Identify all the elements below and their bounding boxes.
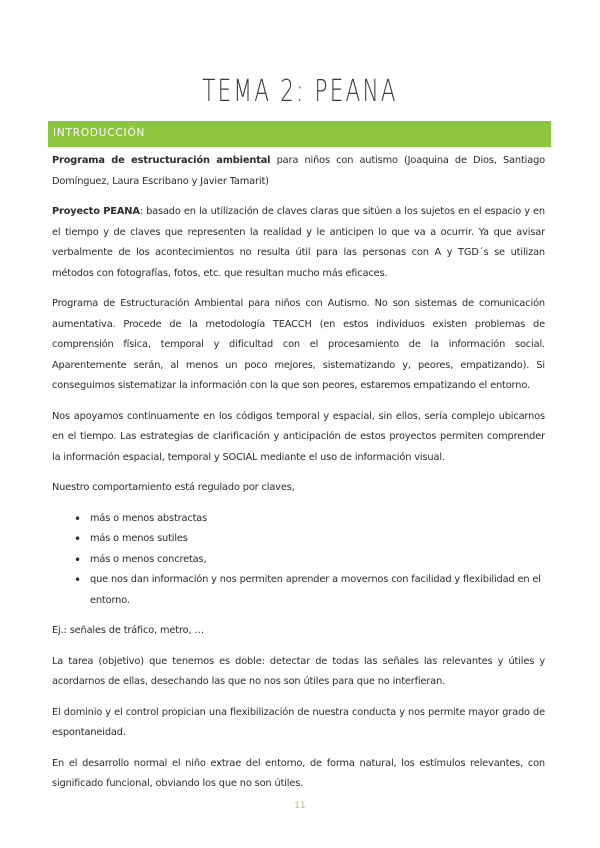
page-number: 11 bbox=[294, 801, 306, 811]
document-body bbox=[52, 151, 545, 805]
program-name-bold: Programa de estructuración ambiental bbox=[52, 155, 271, 166]
paragraph-example: Ej.: señales de tráfico, metro, … bbox=[52, 625, 205, 636]
list-item: • más o menos concretas, bbox=[74, 550, 545, 571]
list-item: • más o menos sutiles bbox=[74, 529, 545, 550]
section-header-bar bbox=[48, 121, 551, 147]
paragraph-codes: Nos apoyamos continuamente en los códigos temporal y espacial, sin ellos, sería complejo ubicarnos en el tiempo. Las estrategias de clarificación y anticipación de estos proyectos permiten comprender la información espacial, temporal y SOCIAL mediante el uso de información visual. bbox=[52, 410, 545, 463]
list-item: • que nos dan información y nos permiten aprender a movernos con facilidad y flexibilidad en el entorno. bbox=[74, 570, 545, 611]
clues-list bbox=[52, 509, 545, 612]
list-item: • más o menos abstractas bbox=[74, 509, 545, 530]
paragraph-development: En el desarrollo normal el niño extrae del entorno, de forma natural, los estímulos relevantes, con significado funcional, obviando los que no son útiles. bbox=[52, 757, 545, 789]
paragraph-peana bbox=[52, 202, 545, 284]
section-header-label: INTRODUCCIÓN bbox=[53, 127, 146, 139]
paragraph-behaviour: Nuestro comportamiento está regulado por claves, bbox=[52, 482, 295, 493]
paragraph-program bbox=[52, 151, 545, 192]
program-description: para niños con autismo (Joaquina de Dios, Santiago Domínguez, Laura Escribano y Javier Tamarit) bbox=[52, 155, 545, 187]
paragraph-teacch: Programa de Estructuración Ambiental para niños con Autismo. No son sistemas de comunicación aumentativa. Procede de la metodología TEACCH (en estos individuos existen problemas de comprensión física, temporal y dificultad con el procesamiento de la información social. Aparentemente serán, al menos un poco mejores, sistematizando y, peores, empatizando). Si conseguimos sistematizar la información con la que son peores, estaremos empatizando el entorno. bbox=[52, 298, 545, 391]
paragraph-task: La tarea (objetivo) que tenemos es doble: detectar de todas las señales las relevantes y útiles y acordarnos de ellas, desechando las que no nos son útiles para que no interfieran. bbox=[52, 655, 545, 687]
project-name-bold: Proyecto PEANA bbox=[52, 206, 140, 217]
paragraph-control: El dominio y el control propician una flexibilización de nuestra conducta y nos permite mayor grado de espontaneidad. bbox=[52, 706, 545, 738]
project-description: : basado en la utilización de claves claras que sitúen a los sujetos en el espacio y en el tiempo y de claves que representen la realidad y le anticipen lo que va a ocurrir. Ya que avisar verbalmente de los acontecimientos no resulta útil para las personas con A y TGD´s se utilizan métodos con fotografías, fotos, etc. que resultan mucho más eficaces. bbox=[52, 206, 545, 279]
page-title: TEMA 2: PEANA bbox=[202, 74, 398, 109]
